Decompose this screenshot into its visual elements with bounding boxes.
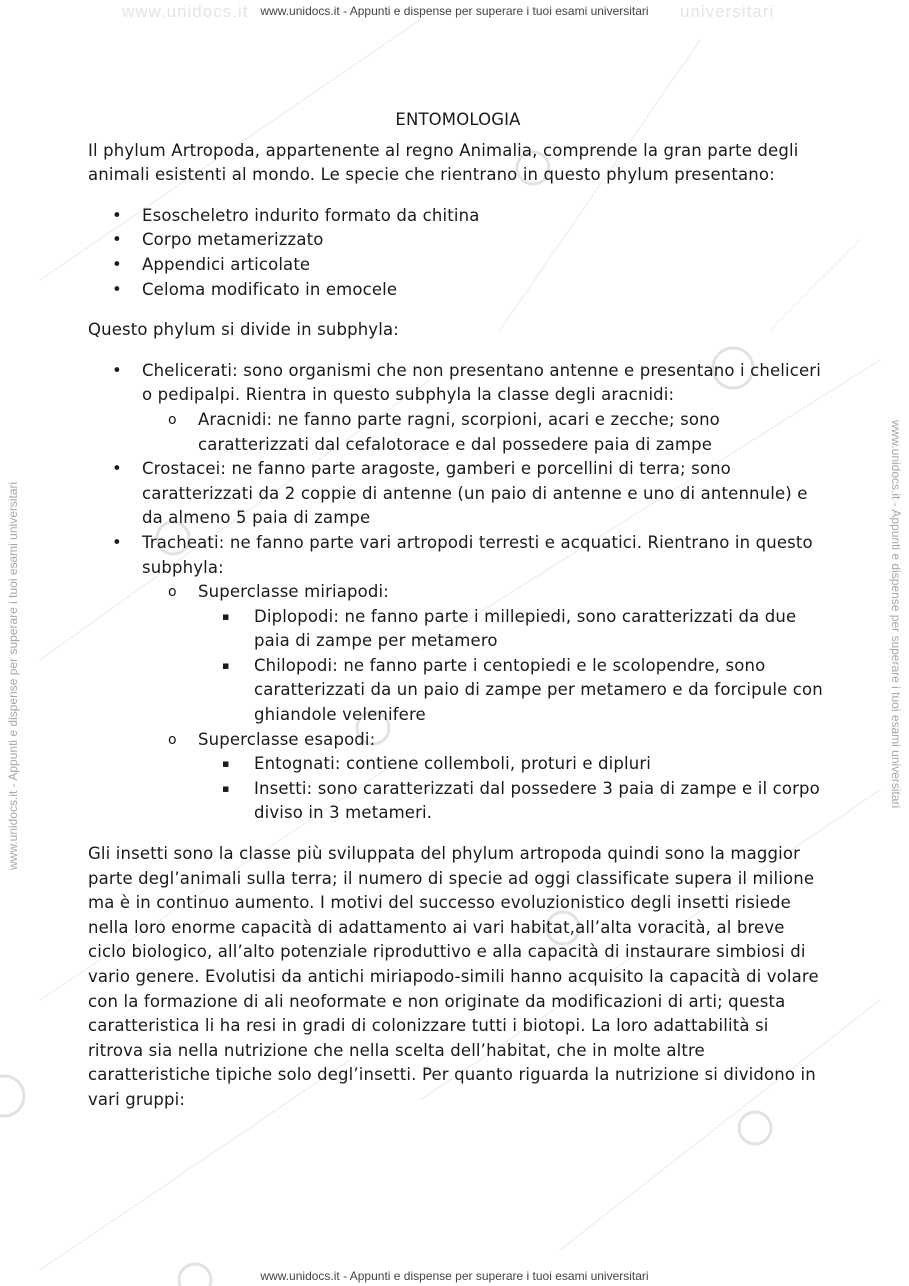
- list-item-crostacei: • Crostacei: ne fanno parte aragoste, gamberi e porcellini di terra; sono caratterizzati da 2 coppie di antenne (un paio di antenne e uno di antennule) e da almeno 5 paia di zampe: [88, 457, 828, 531]
- list-item: • Celoma modificato in emocele: [88, 278, 828, 303]
- esapodi-text: Superclasse esapodi:: [198, 729, 376, 749]
- list-item-aracnidi: o Aracnidi: ne fanno parte ragni, scorpioni, acari e zecche; sono caratterizzati dal cefalotorace e dal possedere paia di zampe: [88, 408, 828, 457]
- chelicerati-text: Chelicerati: sono organismi che non presentano antenne e presentano i cheliceri o pedipalpi. Rientra in questo subphyla la classe degli aracnidi:: [142, 360, 821, 405]
- watermark-ghost-right: universitari: [680, 2, 775, 21]
- watermark-side-right: www.unidocs.it - Appunti e dispense per superare i tuoi esami universitari: [889, 420, 903, 809]
- subphyla-list: [88, 359, 828, 826]
- document-body: [88, 108, 828, 1113]
- watermark-side-left: www.unidocs.it - Appunti e dispense per superare i tuoi esami universitari: [6, 481, 20, 870]
- subphyla-intro: Questo phylum si divide in subphyla:: [88, 320, 399, 340]
- chelicerati-sublist: [142, 408, 828, 457]
- intro-paragraph: Il phylum Artropoda, appartenente al regno Animalia, comprende la gran parte degli animali esistenti al mondo. Le specie che rientrano in questo phylum presentano:: [88, 140, 799, 185]
- tracheati-text: Tracheati: ne fanno parte vari artropodi terresti e acquatici. Rientrano in questo subphyla:: [142, 532, 813, 577]
- body-paragraph: Gli insetti sono la classe più sviluppata del phylum artropoda quindi sono la maggior parte degl’animali sulla terra; il numero di specie ad oggi classificate supera il milione ma è in continuo aumento. I motivi del successo evoluzionistico degli insetti risiede nella loro enorme capacità di adattamento ai vari habitat,all’alta voracità, al breve ciclo biologico, all’alto potenziale riproduttivo e alla capacità di instaurare simbiosi di vario genere. Evolutisi da antichi miriapodo-simili hanno acquisito la capacità di volare con la formazione di ali neoformate e non originate da modificazioni di arti; questa caratteristica li ha resi in gradi di colonizzare tutti i biotopi. La loro adattabilità si ritrova sia nella nutrizione che nella scelta dell’habitat, che in molte altre caratteristiche tipiche solo degl’insetti. Per quanto riguarda la nutrizione si dividono in vari gruppi:: [88, 844, 819, 1109]
- miriapodi-text: Superclasse miriapodi:: [198, 582, 389, 602]
- watermark-footer: www.unidocs.it - Appunti e dispense per superare i tuoi esami universitari: [260, 1269, 649, 1283]
- list-item-diplopodi: ▪ Diplopodi: ne fanno parte i millepiedi, sono caratterizzati da due paia di zampe per metamero: [88, 605, 828, 654]
- document-title: ENTOMOLOGIA: [395, 110, 521, 129]
- list-item: • Corpo metamerizzato: [88, 228, 828, 253]
- list-item: • Esoscheletro indurito formato da chitina: [88, 204, 828, 229]
- list-item: • Appendici articolate: [88, 253, 828, 278]
- list-item-insetti: ▪ Insetti: sono caratterizzati dal possedere 3 paia di zampe e il corpo diviso in 3 metameri.: [88, 777, 828, 826]
- list-item-tracheati: [88, 531, 828, 826]
- tracheati-sublist: [142, 580, 828, 826]
- list-item-chilopodi: ▪ Chilopodi: ne fanno parte i centopiedi e le scolopendre, sono caratterizzati da un paio di zampe per metamero e da forcipule con ghiandole velenifere: [88, 654, 828, 728]
- features-list: [88, 204, 828, 302]
- miriapodi-sublist: [198, 605, 828, 728]
- watermark-ghost-left: www.unidocs.it: [122, 2, 249, 21]
- esapodi-sublist: [198, 752, 828, 826]
- watermark-header: www.unidocs.it - Appunti e dispense per superare i tuoi esami universitari: [260, 4, 649, 18]
- list-item-esapodi: [88, 728, 828, 826]
- list-item-miriapodi: [88, 580, 828, 728]
- list-item-entognati: ▪ Entognati: contiene collemboli, proturi e dipluri: [88, 752, 828, 777]
- list-item-chelicerati: [88, 359, 828, 457]
